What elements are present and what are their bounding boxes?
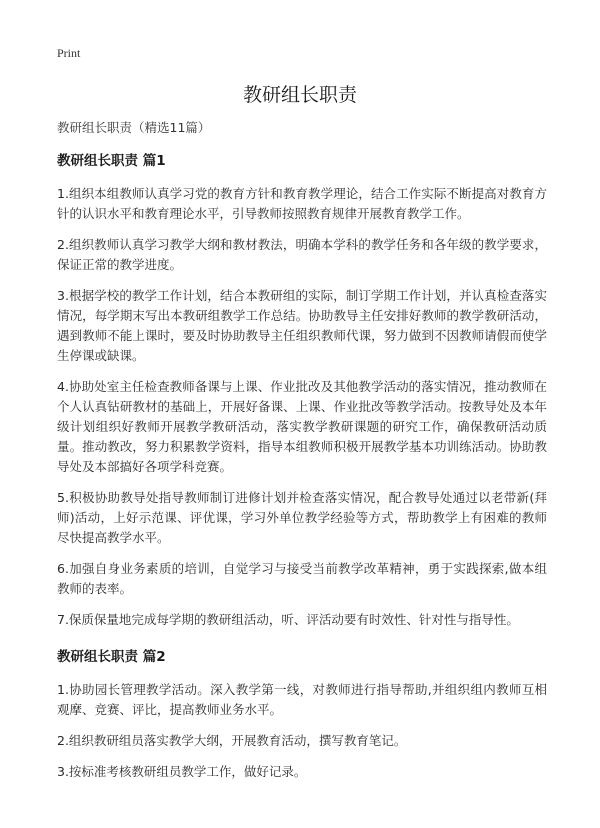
document-body bbox=[57, 118, 547, 793]
print-link[interactable]: Print bbox=[57, 46, 81, 60]
paragraph: 3.根据学校的教学工作计划，结合本教研组的实际，制订学期工作计划，并认真检查落实情况，每学期末写出本教研组教学工作总结。协助教导主任安排好教师的教学教研活动，遇到教师不能上课时，要及时协助教导主任组织教师代课，努力做到不因教师请假而使学生停课或缺课。 bbox=[57, 288, 547, 363]
document-subtitle: 教研组长职责（精选11篇） bbox=[57, 120, 211, 135]
paragraph: 1.组织本组教师认真学习党的教育方针和教育教学理论，结合工作实际不断提高对教育方针的认识水平和教育理论水平，引导教师按照教育规律开展教育教学工作。 bbox=[57, 186, 547, 221]
section-1 bbox=[57, 151, 547, 630]
section-2 bbox=[57, 647, 547, 782]
document-title: 教研组长职责 bbox=[242, 84, 357, 106]
paragraph: 2.组织教研组员落实教学大纲，开展教育活动，撰写教育笔记。 bbox=[57, 733, 407, 748]
paragraph: 6.加强自身业务素质的培训，自觉学习与接受当前教学改革精神，勇于实践探索,做本组教师的表率。 bbox=[57, 561, 547, 596]
paragraph: 5.积极协助教导处指导教师制订进修计划并检查落实情况，配合教导处通过以老带新(拜师)活动，上好示范课、评优课，学习外单位教学经验等方式，帮助教学上有困难的教师尽快提高教学水平。 bbox=[57, 490, 547, 545]
section-heading: 教研组长职责 篇2 bbox=[57, 649, 166, 665]
section-heading: 教研组长职责 篇1 bbox=[57, 153, 166, 169]
paragraph: 7.保质保量地完成每学期的教研组活动，听、评活动要有时效性、针对性与指导性。 bbox=[57, 612, 519, 627]
paragraph: 2.组织教师认真学习教学大纲和教材教法，明确本学科的教学任务和各年级的教学要求，保证正常的教学进度。 bbox=[57, 237, 547, 272]
paragraph: 3.按标准考核教研组员教学工作，做好记录。 bbox=[57, 764, 307, 779]
paragraph: 1.协助园长管理教学活动。深入教学第一线，对教师进行指导帮助,并组织组内教师互相观摩、竞赛、评比，提高教师业务水平。 bbox=[57, 682, 547, 717]
paragraph: 4.协助处室主任检查教师备课与上课、作业批改及其他教学活动的落实情况，推动教师在个人认真钻研教材的基础上，开展好备课、上课、作业批改等教学活动。按教导处及本年级计划组织好教师开展教学教研活动，落实教学教研课题的研究工作，确保教研活动质量。推动教改，努力积累教学资料，指导本组教师积极开展教学基本功训练活动。协助教导处及本部搞好各项学科竞赛。 bbox=[57, 379, 547, 474]
